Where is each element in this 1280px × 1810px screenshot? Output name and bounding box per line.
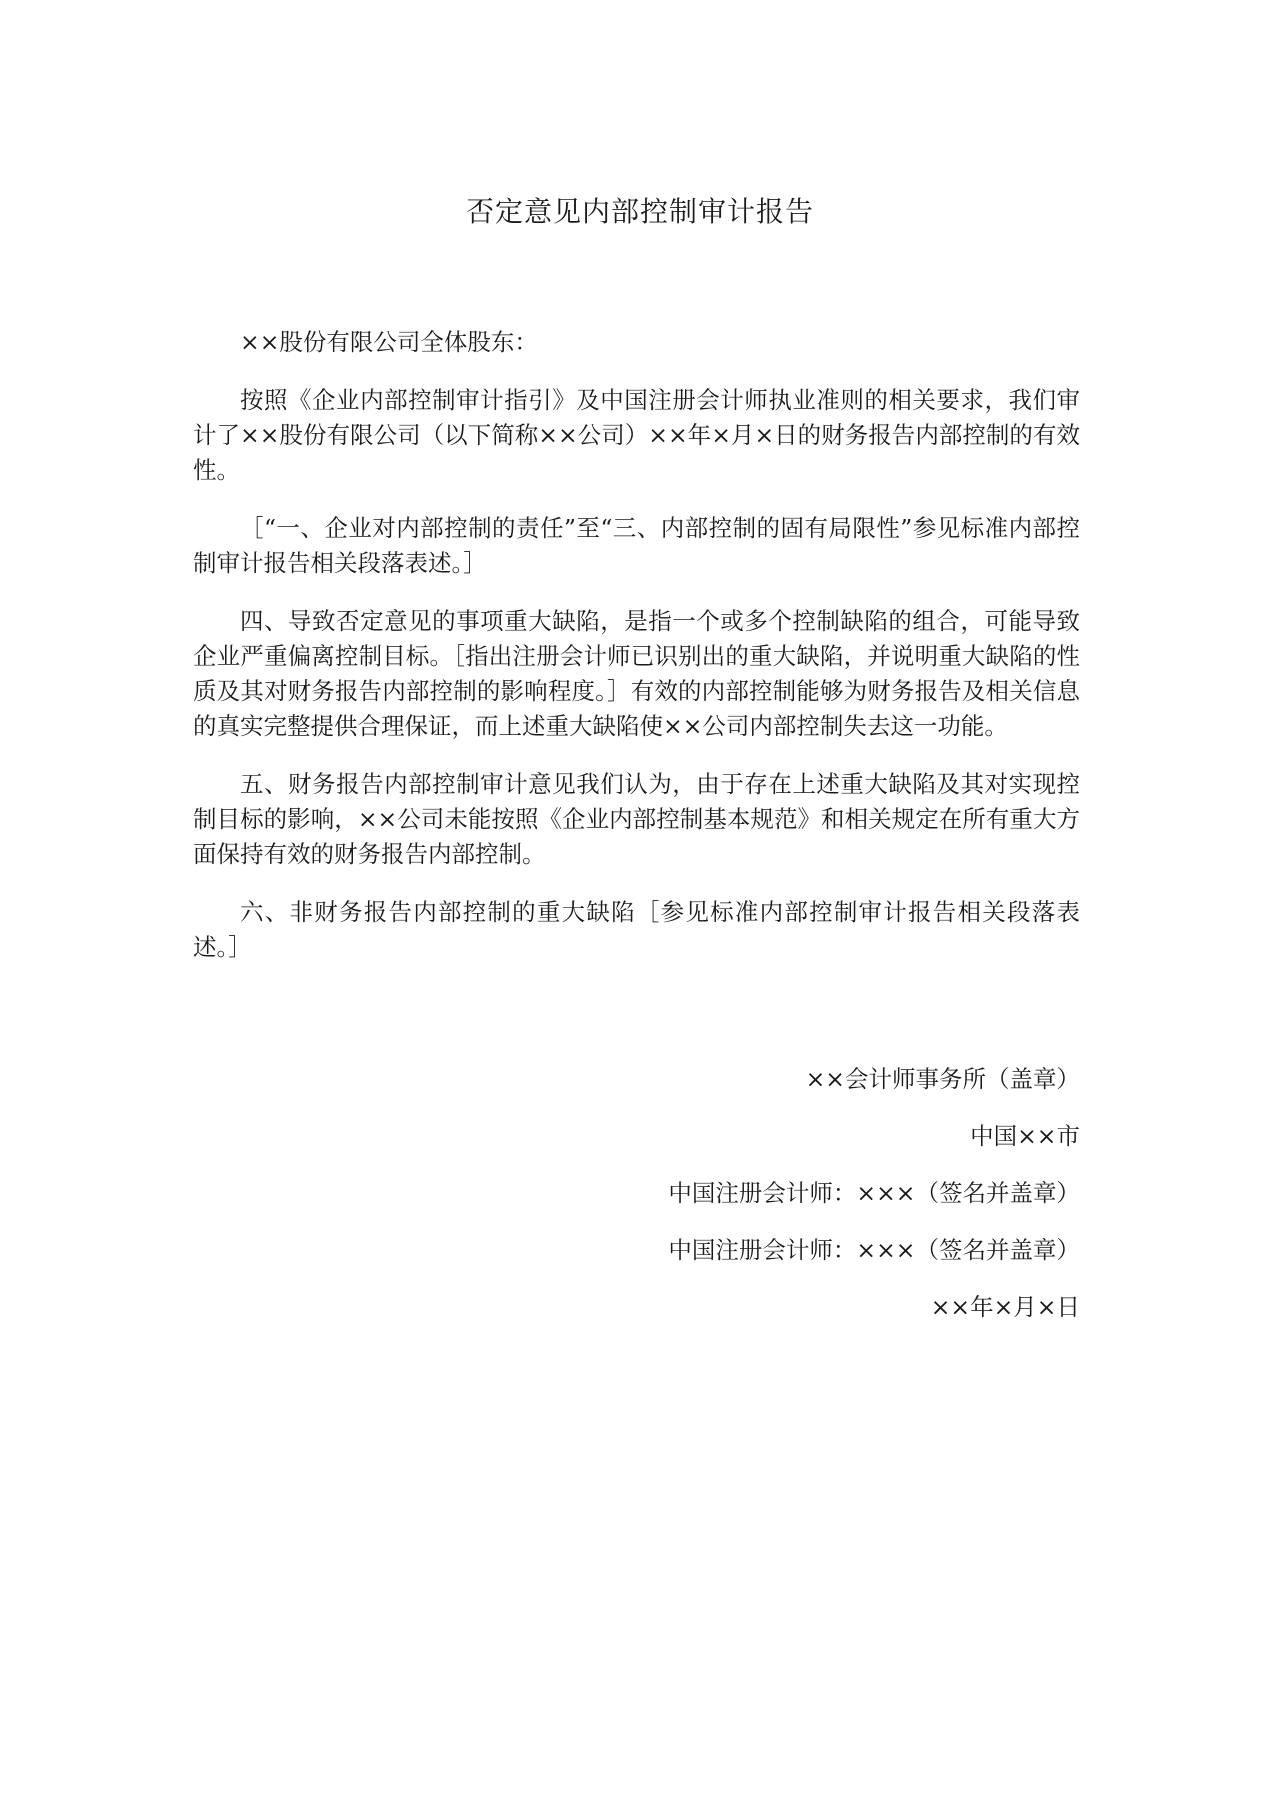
- salutation: ××股份有限公司全体股东：: [240, 328, 538, 356]
- cpa-signature-1: 中国注册会计师：×××（签名并盖章）: [668, 1179, 1080, 1207]
- paragraph-opinion: 五、财务报告内部控制审计意见我们认为，由于存在上述重大缺陷及其对实现控制目标的影响，××公司未能按照《企业内部控制基本规范》和相关规定在所有重大方面保持有效的财务报告内部控制。: [193, 770, 1080, 868]
- paragraph-reference: ［“一、企业对内部控制的责任”至“三、内部控制的固有局限性”参见标准内部控制审计报告相关段落表述。］: [193, 514, 1080, 577]
- firm-name: ××会计师事务所（盖章）: [805, 1065, 1080, 1093]
- paragraph-basis-for-adverse-opinion: 四、导致否定意见的事项重大缺陷，是指一个或多个控制缺陷的组合，可能导致企业严重偏离控制目标。［指出注册会计师已识别出的重大缺陷，并说明重大缺陷的性质及其对财务报告内部控制的影响程度。］有效的内部控制能够为财务报告及相关信息的真实完整提供合理保证，而上述重大缺陷使××公司内部控制失去这一功能。: [193, 607, 1080, 740]
- city: 中国××市: [970, 1122, 1080, 1150]
- report-body: [193, 325, 1080, 988]
- report-title: 否定意见内部控制审计报告: [465, 195, 814, 228]
- report-date: ××年×月×日: [930, 1293, 1080, 1321]
- signature-block: [668, 1062, 1080, 1347]
- cpa-signature-2: 中国注册会计师：×××（签名并盖章）: [668, 1236, 1080, 1264]
- paragraph-intro: 按照《企业内部控制审计指引》及中国注册会计师执业准则的相关要求，我们审计了××股份有限公司（以下简称××公司）××年×月×日的财务报告内部控制的有效性。: [193, 386, 1080, 484]
- paragraph-non-financial-deficiencies: 六、非财务报告内部控制的重大缺陷［参见标准内部控制审计报告相关段落表述。］: [193, 898, 1080, 961]
